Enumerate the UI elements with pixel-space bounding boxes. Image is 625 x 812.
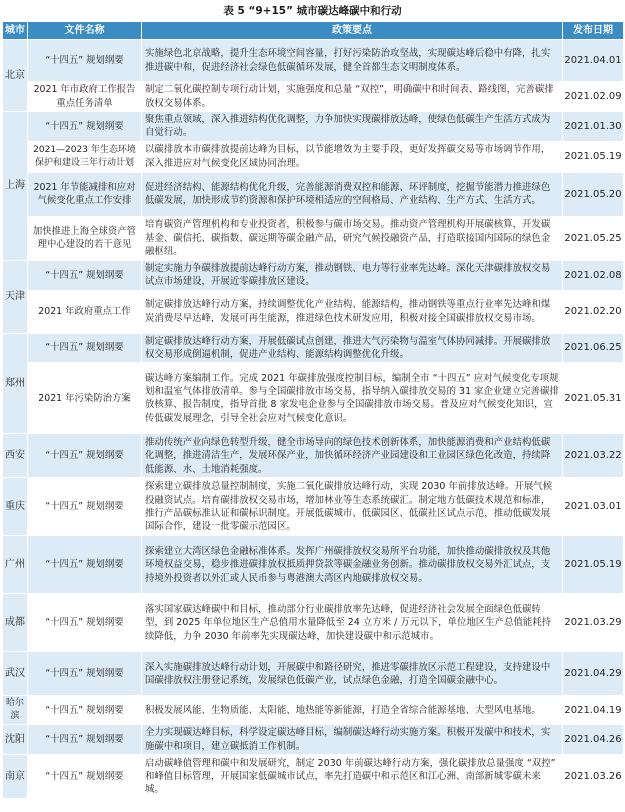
table-row xyxy=(3,434,624,478)
table-row xyxy=(3,363,624,434)
table-row xyxy=(3,141,624,172)
table-row xyxy=(3,216,624,260)
document-cell: “十四五” 规划纲要 xyxy=(28,536,142,594)
date-cell: 2021.03.01 xyxy=(563,478,624,536)
city-cell: 沈阳 xyxy=(3,725,28,755)
policy-points-cell: 推动传统产业向绿色转型升级，健全市场导向的绿色技术创新体系，加快能源消费和产业结构低碳化调整，推进清洁生产，发展环保产业，加快循环经济产业园建设和工业园区绿色化改造，持续降低能源、水、土地消耗强度。 xyxy=(142,434,563,478)
document-cell: “十四五” 规划纲要 xyxy=(28,725,142,755)
policy-points-cell: 落实国家碳达峰碳中和目标，推动部分行业碳排放率先达峰，促进经济社会发展全面绿色低碳转型，到 2025 年单位地区生产总值用水量降低至 24 立方米 / 万元以下，单位地区生产总值能耗持续降低，力争 2030 年前率先实现碳达峰，加快建设碳中和示范城市。 xyxy=(142,594,563,652)
document-cell: 加快推进上海全球资产管理中心建设的若干意见 xyxy=(28,216,142,260)
table-row xyxy=(3,652,624,696)
document-cell: 2021 年市政府工作报告重点任务清单 xyxy=(28,82,142,112)
table-caption: 表 5 “9+15” 城市碳达峰碳中和行动 xyxy=(223,5,402,17)
document-cell: “十四五” 规划纲要 xyxy=(28,652,142,696)
table-row xyxy=(3,594,624,652)
policy-points-cell: 制定实施力争碳排放提前达峰行动方案，推动钢铁、电力等行业率先达峰。深化天津碳排放权交易试点市场建设，开展近零碳排放区建设。 xyxy=(142,260,563,290)
policy-points-cell: 制定碳排放达峰行动方案，开展低碳试点创建，推进大气污染物与温室气体协同减排。开展碳排放权交易形成倒逼机制，促进产业结构、能源结构调整优化升级。 xyxy=(142,333,563,363)
city-cell: 广州 xyxy=(3,536,28,594)
table-row xyxy=(3,536,624,594)
table-row xyxy=(3,478,624,536)
table-row xyxy=(3,696,624,725)
date-cell: 2021.05.19 xyxy=(563,141,624,172)
document-cell: “十四五” 规划纲要 xyxy=(28,112,142,142)
document-cell: 2021 年污染防治方案 xyxy=(28,363,142,434)
policy-points-cell: 积极发展风能、生物质能、太阳能、地热能等新能源，打造全省综合能源基地、大型风电基地。 xyxy=(142,696,563,725)
date-cell: 2021.05.20 xyxy=(563,172,624,216)
table-row xyxy=(3,725,624,755)
date-cell: 2021.03.26 xyxy=(563,755,624,799)
policy-points-cell: 探索建立大湾区绿色金融标准体系。发挥广州碳排放权交易所平台功能，加快推动碳排放权及其他环境权益交易，稳步推进碳排放权抵质押贷款等碳金融业务创新。推动碳排放权交易外汇试点，支持境外投资者以外汇或人民币参与粤港澳大湾区内地碳排放权交易。 xyxy=(142,536,563,594)
policy-points-cell: 实施绿色北京战略，提升生态环境空间容量，打好污染防治攻坚战，实现碳达峰后稳中有降，扎实推进碳中和，促进经济社会绿色低碳循环发展，健全首都生态文明制度体系。 xyxy=(142,40,563,82)
policy-points-cell: 深入实施碳排放达峰行动计划，开展碳中和路径研究，推进零碳排放区示范工程建设，支持建设中国碳排放权注册登记系统，发展绿色低碳产业，试点绿色金融，打造全国碳金融中心。 xyxy=(142,652,563,696)
policy-table xyxy=(2,21,624,799)
document-cell: 2021 年节能减排和应对气候变化重点工作安排 xyxy=(28,172,142,216)
column-header-city: 城市 xyxy=(3,22,28,40)
table-row xyxy=(3,755,624,799)
city-cell: 重庆 xyxy=(3,478,28,536)
date-cell: 2021.05.25 xyxy=(563,216,624,260)
policy-points-cell: 促进经济结构、能源结构优化升级，完善能源消费双控和能源、环评制度，挖掘节能潜力推进绿色低碳发展，加快形成节约资源和保护环境相适应的空间格局、产业结构、生产方式、生活方式。 xyxy=(142,172,563,216)
city-cell: 上海 xyxy=(3,112,28,261)
column-header-policy-points: 政策要点 xyxy=(142,22,563,40)
column-header-document: 文件名称 xyxy=(28,22,142,40)
policy-points-cell: 培育碳资产管理机构和专业投资者，积极参与碳市场交易。推动资产管理机构开展碳核算，开发碳基金、碳信托、碳指数、碳远期等碳金融产品，研究气候投融资产品，打造联接国内国际的绿色金融枢纽。 xyxy=(142,216,563,260)
policy-points-cell: 以碳排放本市碳排放提前达峰为目标，以节能增效为主要手段，更好发挥碳交易等市场调节作用，深入推进应对气候变化区域协同治理。 xyxy=(142,141,563,172)
policy-points-cell: 启动碳峰值管理和碳中和发展研究，制定 2030 年前碳达峰行动方案，强化碳排放总量强度 “双控” 和峰值目标管理，开展国家低碳城市试点，率先打造碳中和示范区和江心洲、南部新城零碳未来城。 xyxy=(142,755,563,799)
table-row xyxy=(3,172,624,216)
date-cell: 2021.02.09 xyxy=(563,82,624,112)
city-cell: 南京 xyxy=(3,755,28,799)
city-cell: 武汉 xyxy=(3,652,28,696)
city-cell: 北京 xyxy=(3,40,28,112)
date-cell: 2021.03.22 xyxy=(563,434,624,478)
date-cell: 2021.02.20 xyxy=(563,290,624,333)
document-cell: “十四五” 规划纲要 xyxy=(28,696,142,725)
date-cell: 2021.03.29 xyxy=(563,594,624,652)
table-row xyxy=(3,82,624,112)
date-cell: 2021.05.31 xyxy=(563,363,624,434)
document-cell: 2021 年政府重点工作 xyxy=(28,290,142,333)
city-cell: 成都 xyxy=(3,594,28,652)
policy-points-cell: 制定碳排放达峰行动方案，持续调整优化产业结构、能源结构，推动钢铁等重点行业率先达峰和煤炭消费尽早达峰，发展可再生能源，推进绿色技术研发应用，积极对接全国碳排放权交易市场。 xyxy=(142,290,563,333)
policy-points-cell: 聚焦重点领域，深入推进结构优化调整，力争加快实现碳排放达峰，使绿色低碳生产生活方式成为自觉行动。 xyxy=(142,112,563,142)
policy-points-cell: 探索建立碳排放总量控制制度，实施二氧化碳排放达峰行动，实现 2030 年前排放达峰。开展气候投融资试点。培育碳排放权交易市场，增加林业等生态系统碳汇。制定地方低碳技术规范和标准，推行产品碳标准认证和碳标识制度。开展低碳城市、低碳园区、低碳社区试点示范，推动低碳发展国际合作，建设一批零碳示范园区。 xyxy=(142,478,563,536)
document-cell: “十四五” 规划纲要 xyxy=(28,333,142,363)
document-cell: “十四五” 规划纲要 xyxy=(28,478,142,536)
policy-points-cell: 全力实现碳达峰目标，科学设定碳达峰目标，编制碳达峰行动实施方案。积极开发碳中和技术，实施碳中和项目，建立碳抵消工作机制。 xyxy=(142,725,563,755)
table-row xyxy=(3,333,624,363)
city-cell: 哈尔滨 xyxy=(3,696,28,725)
date-cell: 2021.04.19 xyxy=(563,696,624,725)
document-cell: “十四五” 规划纲要 xyxy=(28,755,142,799)
table-row xyxy=(3,260,624,290)
date-cell: 2021.05.19 xyxy=(563,536,624,594)
city-cell: 天津 xyxy=(3,260,28,333)
date-cell: 2021.04.26 xyxy=(563,725,624,755)
date-cell: 2021.02.08 xyxy=(563,260,624,290)
document-cell: “十四五” 规划纲要 xyxy=(28,40,142,82)
date-cell: 2021.01.30 xyxy=(563,112,624,142)
document-cell: 2021—2023 年生态环境保护和建设三年行动计划 xyxy=(28,141,142,172)
date-cell: 2021.04.29 xyxy=(563,652,624,696)
document-cell: “十四五” 规划纲要 xyxy=(28,594,142,652)
policy-points-cell: 制定二氧化碳控制专项行动计划，实施强度和总量 “双控”，明确碳中和时间表、路线图，完善碳排放权交易体系。 xyxy=(142,82,563,112)
document-cell: “十四五” 规划纲要 xyxy=(28,260,142,290)
date-cell: 2021.04.01 xyxy=(563,40,624,82)
column-header-release-date: 发布日期 xyxy=(563,22,624,40)
city-cell: 郑州 xyxy=(3,333,28,434)
table-row xyxy=(3,40,624,82)
table-row xyxy=(3,112,624,142)
document-cell: “十四五” 规划纲要 xyxy=(28,434,142,478)
city-cell: 西安 xyxy=(3,434,28,478)
date-cell: 2021.06.25 xyxy=(563,333,624,363)
table-header-row xyxy=(3,22,624,40)
table-row xyxy=(3,290,624,333)
policy-points-cell: 碳达峰方案编制工作。完成 2021 年碳排放强度控制目标，编制全市 “十四五” 应对气候变化专项规划和温室气体排放清单。参与全国碳排放市场交易，指导纳入碳排放交易的 31 家企业建立完善碳排放核算、报告制度，指导首批 8 家发电企业参与全国碳排放市场交易。普及应对气候变化知识，宣传低碳发展理念，引导全社会应对气候变化意识。 xyxy=(142,363,563,434)
